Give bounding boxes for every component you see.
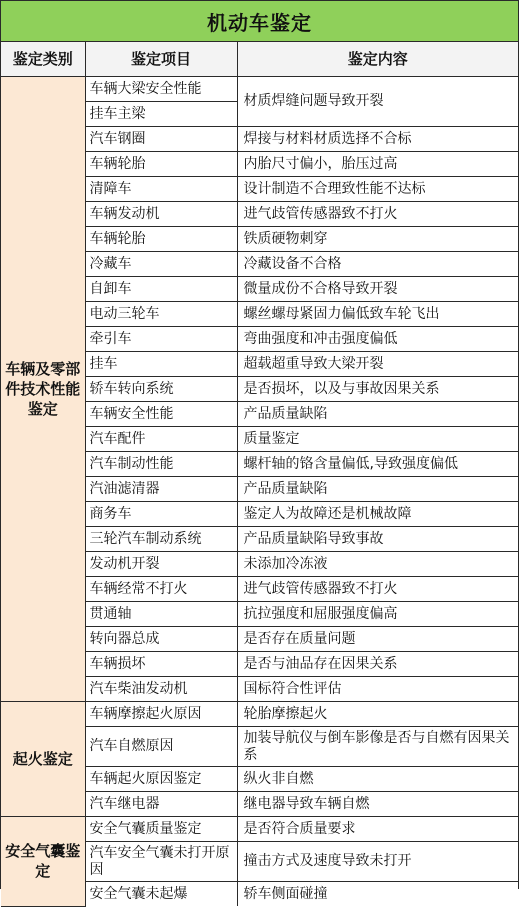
content-cell: 是否与油品存在因果关系	[237, 652, 518, 677]
item-cell: 汽车继电器	[85, 792, 237, 817]
item-cell: 牵引车	[85, 327, 237, 352]
content-cell: 弯曲强度和冲击强度偏低	[237, 327, 518, 352]
item-cell: 清障车	[85, 177, 237, 202]
content-cell: 是否符合质量要求	[237, 817, 518, 842]
category-cell: 起火鉴定	[1, 702, 85, 817]
content-cell: 加装导航仪与倒车影像是否与自燃有因果关系	[237, 727, 518, 767]
item-cell: 安全气囊未起爆	[85, 882, 237, 907]
item-cell: 车辆损坏	[85, 652, 237, 677]
content-cell: 焊接与材料材质选择不合标	[237, 127, 518, 152]
item-cell: 贯通轴	[85, 602, 237, 627]
content-cell: 微量成份不合格导致开裂	[237, 277, 518, 302]
category-cell: 安全气囊鉴定	[1, 817, 85, 907]
item-cell: 冷藏车	[85, 252, 237, 277]
header-category: 鉴定类别	[1, 42, 85, 77]
content-cell: 设计制造不合理致性能不达标	[237, 177, 518, 202]
item-cell: 车辆摩擦起火原因	[85, 702, 237, 727]
content-cell: 纵火非自燃	[237, 767, 518, 792]
content-cell: 是否存在质量问题	[237, 627, 518, 652]
item-cell: 电动三轮车	[85, 302, 237, 327]
content-cell: 撞击方式及速度导致未打开	[237, 842, 518, 882]
table-body	[1, 77, 518, 907]
header-row	[1, 42, 518, 77]
item-cell: 车辆轮胎	[85, 152, 237, 177]
header-content: 鉴定内容	[237, 42, 518, 77]
item-cell: 汽车配件	[85, 427, 237, 452]
content-cell: 产品质量缺陷	[237, 477, 518, 502]
item-cell: 三轮汽车制动系统	[85, 527, 237, 552]
content-cell: 鉴定人为故障还是机械故障	[237, 502, 518, 527]
content-cell: 超载超重导致大梁开裂	[237, 352, 518, 377]
item-cell: 轿车转向系统	[85, 377, 237, 402]
header-item: 鉴定项目	[85, 42, 237, 77]
content-cell: 内胎尺寸偏小，胎压过高	[237, 152, 518, 177]
item-cell: 商务车	[85, 502, 237, 527]
item-cell: 挂车	[85, 352, 237, 377]
item-cell: 车辆安全性能	[85, 402, 237, 427]
content-cell: 螺丝螺母紧固力偏低致车轮飞出	[237, 302, 518, 327]
item-cell: 挂车主梁	[85, 102, 237, 127]
table-row	[1, 817, 518, 842]
sheet-title: 机动车鉴定	[1, 1, 518, 42]
item-cell: 车辆经常不打火	[85, 577, 237, 602]
item-cell: 车辆轮胎	[85, 227, 237, 252]
item-cell: 发动机开裂	[85, 552, 237, 577]
content-cell: 质量鉴定	[237, 427, 518, 452]
content-cell: 进气歧管传感器致不打火	[237, 202, 518, 227]
item-cell: 汽车柴油发动机	[85, 677, 237, 702]
item-cell: 汽车制动性能	[85, 452, 237, 477]
content-cell: 螺杆轴的铬含量偏低,导致强度偏低	[237, 452, 518, 477]
content-cell: 铁质硬物刺穿	[237, 227, 518, 252]
category-cell: 车辆及零部件技术性能鉴定	[1, 77, 85, 702]
content-cell: 继电器导致车辆自燃	[237, 792, 518, 817]
item-cell: 汽车自燃原因	[85, 727, 237, 767]
item-cell: 车辆发动机	[85, 202, 237, 227]
content-cell: 产品质量缺陷导致事故	[237, 527, 518, 552]
content-cell: 材质焊缝问题导致开裂	[237, 77, 518, 127]
item-cell: 汽车安全气囊未打开原因	[85, 842, 237, 882]
item-cell: 车辆大梁安全性能	[85, 77, 237, 102]
content-cell: 产品质量缺陷	[237, 402, 518, 427]
item-cell: 安全气囊质量鉴定	[85, 817, 237, 842]
item-cell: 车辆起火原因鉴定	[85, 767, 237, 792]
appraisal-table	[1, 42, 518, 907]
content-cell: 冷藏设备不合格	[237, 252, 518, 277]
item-cell: 转向器总成	[85, 627, 237, 652]
table-row	[1, 77, 518, 102]
content-cell: 国标符合性评估	[237, 677, 518, 702]
content-cell: 轿车侧面碰撞	[237, 882, 518, 907]
item-cell: 汽车钢圈	[85, 127, 237, 152]
table-row	[1, 702, 518, 727]
item-cell: 自卸车	[85, 277, 237, 302]
content-cell: 是否损坏，以及与事故因果关系	[237, 377, 518, 402]
content-cell: 未添加冷冻液	[237, 552, 518, 577]
content-cell: 轮胎摩擦起火	[237, 702, 518, 727]
content-cell: 抗拉强度和屈服强度偏高	[237, 602, 518, 627]
item-cell: 汽油滤清器	[85, 477, 237, 502]
content-cell: 进气歧管传感器致不打火	[237, 577, 518, 602]
